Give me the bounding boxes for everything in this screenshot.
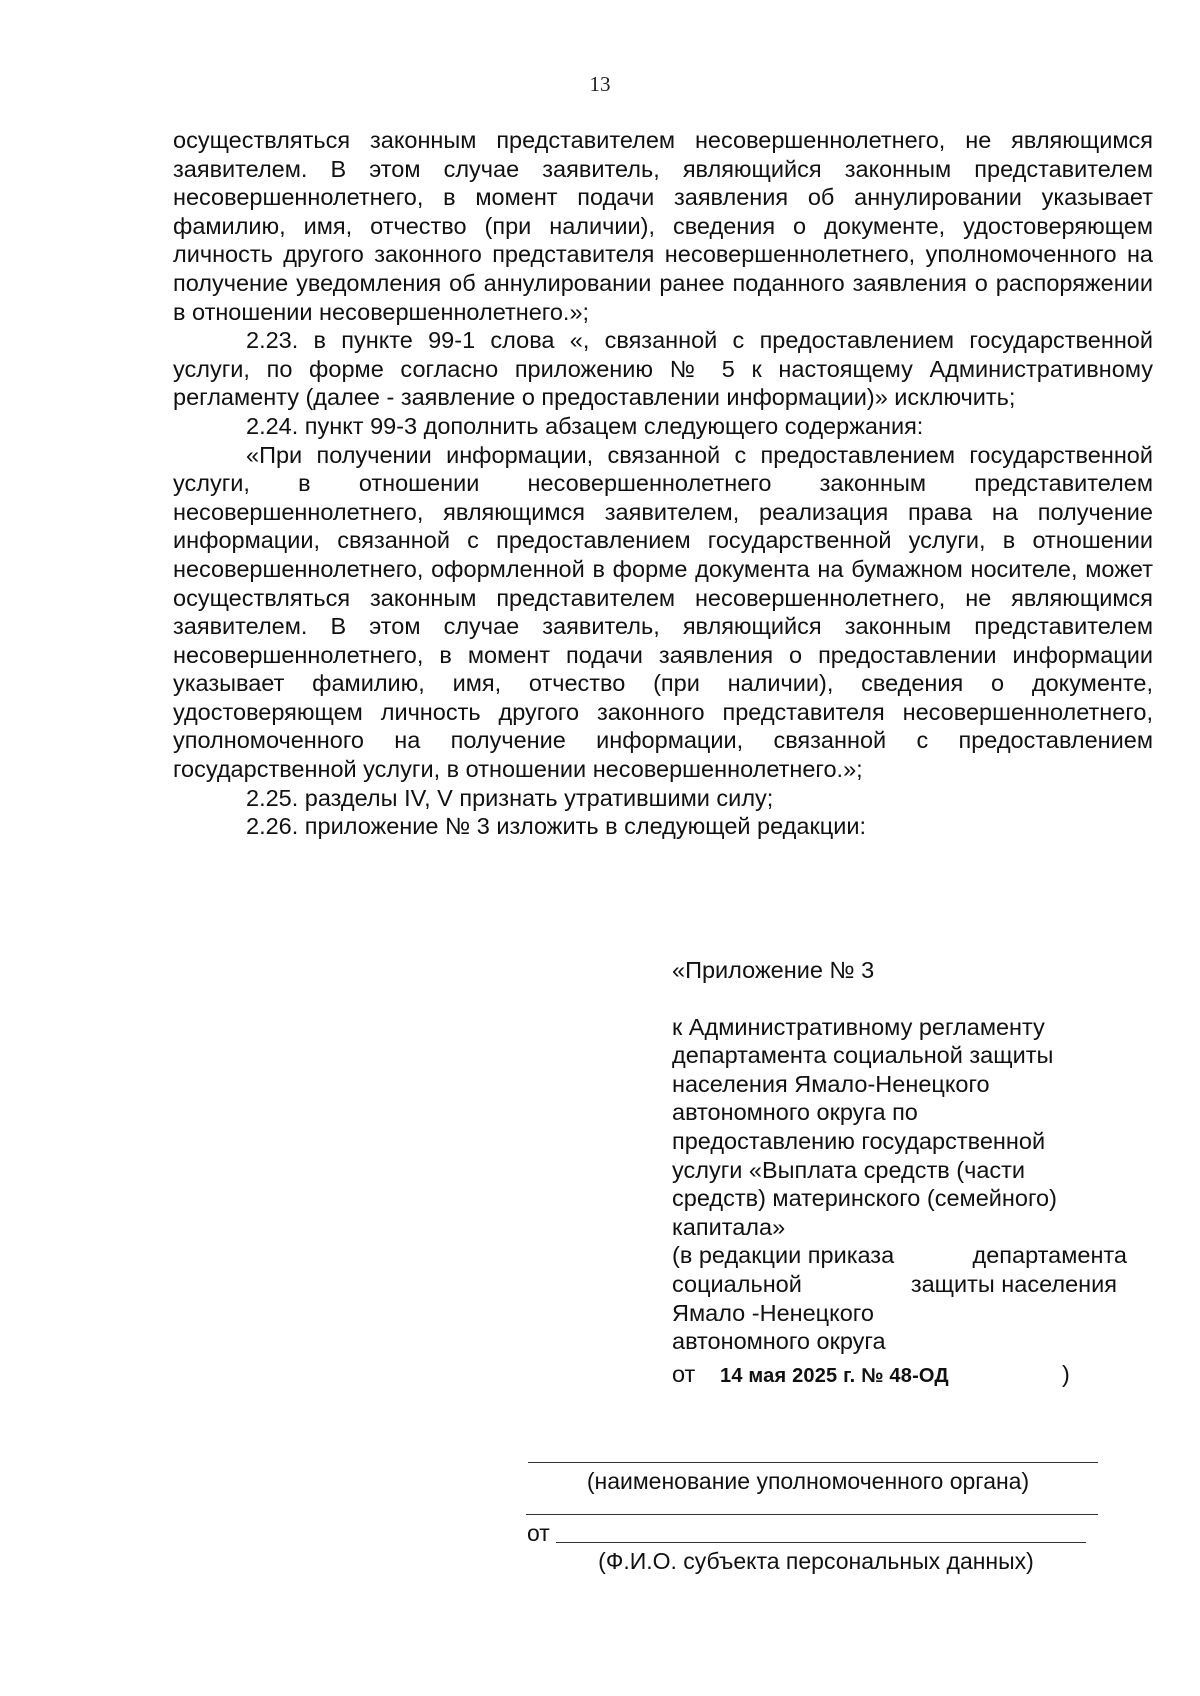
order-from-label: от <box>672 1360 696 1387</box>
appendix-header <box>672 956 1152 1390</box>
paragraph: «При получении информации, связанной с предоставлением государственной услуги, в отношении несовершеннолетнего законным представителем несовершеннолетнего, являющимся заявителем, реализация права на получение информации, связанной с предоставлением государственной услуги, в отношении несовершеннолетнего, оформленной в форме документа на бумажном носителе, может осуществляться законным представителем несовершеннолетнего, не являющимся заявителем. В этом случае заявитель, являющийся законным представителем несовершеннолетнего, в момент подачи заявления о предоставлении информации указывает фамилию, имя, отчество (при наличии), сведения о документе, удостоверяющем личность другого законного представителя несовершеннолетнего, уполномоченного на получение информации, связанной с предоставлением государственной услуги, в отношении несовершеннолетнего.»; <box>173 441 1153 783</box>
authority-underline <box>528 1462 1098 1463</box>
paragraph: 2.24. пункт 99-3 дополнить абзацем следующего содержания: <box>246 412 924 439</box>
edition-line: Ямало -Ненецкого <box>672 1299 874 1326</box>
subject-caption: (Ф.И.О. субъекта персональных данных) <box>598 1548 1034 1574</box>
paragraph: осуществляться законным представителем несовершеннолетнего, не являющимся заявителем. В этом случае заявитель, являющийся законным представителем несовершеннолетнего, в момент подачи заявления об аннулировании указывает фамилию, имя, отчество (при наличии), сведения о документе, удостоверяющем личность другого законного представителя несовершеннолетнего, уполномоченного на получение уведомления об аннулировании ранее поданного заявления о распоряжении в отношении несовершеннолетнего.»; <box>173 127 1153 325</box>
authority-caption: (наименование уполномоченного органа) <box>586 1468 1030 1494</box>
appendix-line: к Административному регламенту <box>672 1013 1045 1040</box>
body-text <box>173 126 1153 841</box>
edition-text: защиты населения <box>910 1270 1117 1297</box>
closing-parenthesis: ) <box>1062 1360 1070 1387</box>
edition-line <box>672 1270 1117 1299</box>
edition-line: автономного округа <box>672 1328 886 1355</box>
appendix-title: «Приложение № 3 <box>672 957 875 983</box>
appendix-line: департамента социальной защиты <box>672 1042 1054 1069</box>
page-number: 13 <box>589 72 611 96</box>
paragraph: 2.23. в пункте 99-1 слова «, связанной с предоставлением государственной услуги, по форме согласно приложению № 5 к настоящему Административному регламенту (далее - заявление о предоставлении информации)» исключить; <box>173 327 1153 411</box>
paragraph: 2.26. приложение № 3 изложить в следующей редакции: <box>246 813 866 840</box>
subject-underline <box>556 1542 1086 1543</box>
edition-text: социальной <box>672 1270 802 1297</box>
edition-line <box>672 1241 1127 1270</box>
edition-text: департамента <box>972 1242 1127 1269</box>
from-label: от <box>527 1520 550 1546</box>
paragraph: 2.25. разделы IV, V признать утратившими силу; <box>246 784 774 811</box>
appendix-line: предоставлению государственной <box>672 1127 1046 1154</box>
appendix-line: капитала» <box>672 1213 786 1240</box>
separator-underline <box>526 1514 1098 1515</box>
spacer <box>672 985 1152 1013</box>
appendix-line: услуги «Выплата средств (части <box>672 1156 1026 1183</box>
appendix-line: средств) материнского (семейного) <box>672 1185 1057 1212</box>
appendix-line: населения Ямало-Ненецкого <box>672 1070 990 1097</box>
appendix-line: автономного округа по <box>672 1099 918 1126</box>
edition-text: (в редакции приказа <box>672 1242 895 1269</box>
order-line <box>672 1360 1152 1391</box>
order-reference: 14 мая 2025 г. № 48-ОД <box>720 1364 949 1387</box>
